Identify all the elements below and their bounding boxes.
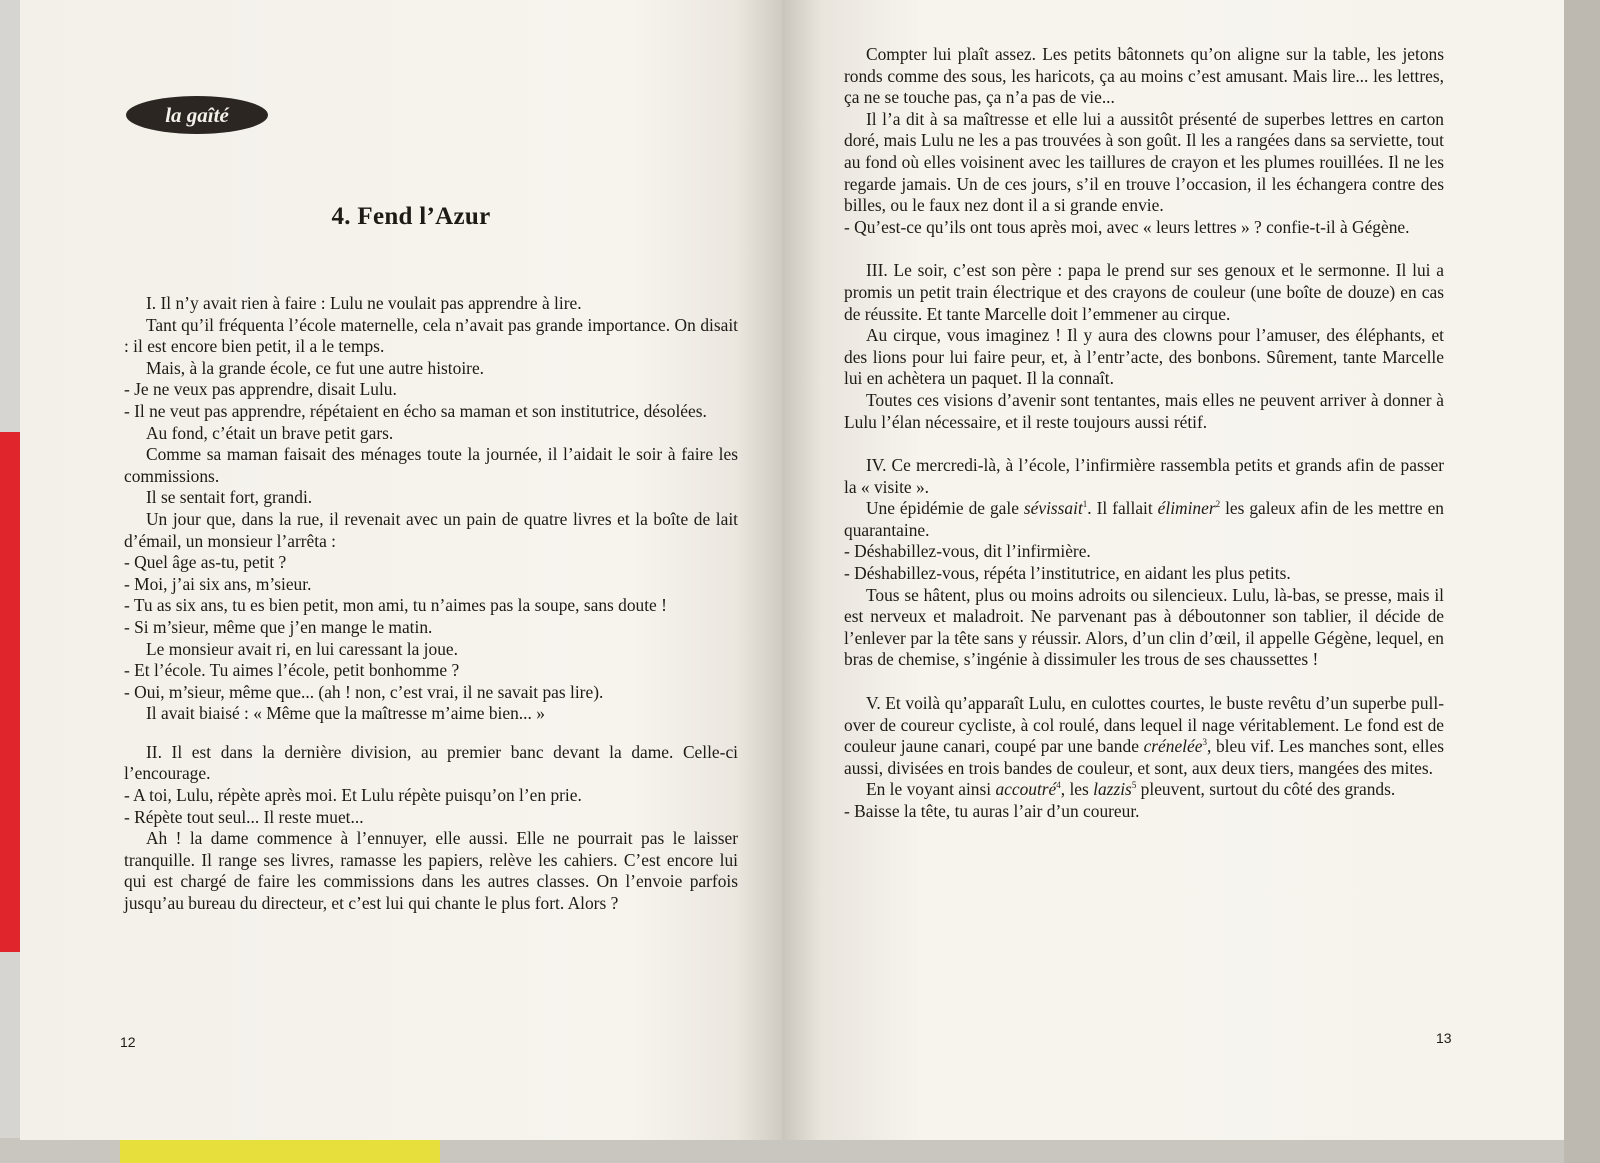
- left-page-paragraph: Mais, à la grande école, ce fut une autre histoire.: [146, 357, 485, 378]
- right-page: [782, 0, 1564, 1140]
- left-page-paragraph: Au fond, c’était un brave petit gars.: [146, 422, 394, 443]
- left-page-paragraph: Il avait biaisé : « Même que la maîtresse m’aime bien... »: [146, 703, 545, 724]
- right-page-paragraph: - Déshabillez-vous, dit l’infirmière.: [844, 541, 1091, 562]
- left-page-paragraph: - Je ne veux pas apprendre, disait Lulu.: [124, 379, 397, 400]
- left-page-paragraph: I. Il n’y avait rien à faire : Lulu ne voulait pas apprendre à lire.: [146, 293, 582, 313]
- right-page-paragraph: - Qu’est-ce qu’ils ont tous après moi, avec « leurs lettres » ? confie-t-il à Gégène.: [844, 216, 1410, 237]
- right-page-paragraph: - Baisse la tête, tu auras l’air d’un coureur.: [844, 801, 1140, 821]
- left-page-paragraph: - Si m’sieur, même que j’en mange le matin.: [124, 616, 433, 637]
- right-page-paragraph: En le voyant ainsi accoutré$^4$, les lazzis$^5$ pleuvent, surtout du côté des grands.: [866, 779, 1396, 800]
- left-page-paragraph: - Oui, m’sieur, même que... (ah ! non, c’est vrai, il ne savait pas lire).: [124, 681, 604, 702]
- left-page-paragraph: Un jour que, dans la rue, il revenait avec un pain de quatre livres et la boîte de lait d’émail, un monsieur l’arrêta :: [124, 508, 738, 551]
- left-page-paragraph: - Répète tout seul... Il reste muet...: [124, 806, 364, 827]
- left-page-paragraph: - Quel âge as-tu, petit ?: [124, 552, 287, 573]
- right-page-text: [844, 44, 1444, 823]
- right-page-paragraph: III. Le soir, c’est son père : papa le prend sur ses genoux et le sermonne. Il lui a promis un petit train électrique et des crayons de couleur (une boîte de douze) en cas de réussite. Et tante Marcelle doit l’emmener au cirque.: [844, 260, 1444, 324]
- left-page-text: [124, 293, 738, 915]
- left-page-paragraph: Tant qu’il fréquenta l’école maternelle, cela n’avait pas grande importance. On disait : il est encore bien petit, il a le temps.: [124, 314, 738, 357]
- left-page-paragraph: II. Il est dans la dernière division, au premier banc devant la dame. Celle-ci l’encourage.: [124, 741, 738, 784]
- section-badge-label: la gaîté: [165, 102, 229, 127]
- section-badge: [126, 96, 268, 134]
- page-number-right: 13: [1436, 1030, 1452, 1046]
- right-page-paragraph: Compter lui plaît assez. Les petits bâtonnets qu’on aligne sur la table, les jetons ronds comme des sous, les haricots, ça au moins c’est amusant. Mais lire... les lettres, ça ne se touche pas, ça n’a pas de vie...: [844, 44, 1444, 108]
- page-number-left: 12: [120, 1034, 136, 1050]
- left-page-paragraph: - Et l’école. Tu aimes l’école, petit bonhomme ?: [124, 660, 460, 681]
- right-page-paragraph: IV. Ce mercredi-là, à l’école, l’infirmière rassembla petits et grands afin de passer la « visite ».: [844, 455, 1444, 497]
- left-page-paragraph: - Moi, j’ai six ans, m’sieur.: [124, 573, 312, 594]
- chapter-title: 4. Fend l’Azur: [331, 203, 491, 230]
- left-page-paragraph: - A toi, Lulu, répète après moi. Et Lulu répète puisqu’on l’en prie.: [124, 785, 582, 806]
- left-page-paragraph: Le monsieur avait ri, en lui caressant la joue.: [146, 638, 458, 659]
- right-page-paragraph: Il l’a dit à sa maîtresse et elle lui a aussitôt présenté de superbes lettres en carton doré, mais Lulu ne les a pas trouvées à son goût. Il les a rangées dans sa serviette, tout au fond où elles voisinent avec les taillures de crayon et les plumes rouillées. Il ne les regarde jamais. Un de ces jours, s’il en trouve l’occasion, il les échangera contre des billes, ou le faux nez dont il a si grande envie.: [844, 108, 1444, 216]
- left-page-paragraph: Ah ! la dame commence à l’ennuyer, elle aussi. Elle ne pourrait pas le laisser tranquille. Il range ses livres, ramasse les papiers, relève les cahiers. C’est encore lui qui est chargé de faire les commissions dans les autres classes. On l’envoie parfois jusqu’au bureau du directeur, et c’est lui qui chante le plus fort. Alors ?: [124, 828, 738, 914]
- left-page-paragraph: Il se sentait fort, grandi.: [146, 487, 313, 508]
- left-page-paragraph: Comme sa maman faisait des ménages toute la journée, il l’aidait le soir à faire les commissions.: [124, 444, 738, 486]
- book-right-edge: [1564, 0, 1600, 1163]
- right-page-paragraph: - Déshabillez-vous, répéta l’institutrice, en aidant les plus petits.: [844, 563, 1291, 584]
- right-page-paragraph: Au cirque, vous imaginez ! Il y aura des clowns pour l’amuser, des éléphants, et des lions pour lui faire peur, et, à l’entr’acte, des bonbons. Sûrement, tante Marcelle lui en achètera un paquet. Il la connaît.: [844, 325, 1444, 389]
- right-page-paragraph: Toutes ces visions d’avenir sont tentantes, mais elles ne peuvent arriver à donner à Lulu l’élan nécessaire, et il reste toujours aussi rétif.: [844, 389, 1444, 432]
- left-page-paragraph: - Il ne veut pas apprendre, répétaient en écho sa maman et son institutrice, désolées.: [124, 400, 707, 421]
- right-page-paragraph: V. Et voilà qu’apparaît Lulu, en culottes courtes, le buste revêtu d’un superbe pull-over de coureur cycliste, à col roulé, dans lequel il nage véritablement. Le fond est de couleur jaune canari, coupé par une bande crénelée$^3$, bleu vif. Les manches sont, elles aussi, divisées en trois bandes de couleur, et sont, aux deux tiers, mangées des mites.: [844, 693, 1444, 778]
- left-page: [20, 0, 782, 1140]
- book-cover-red-stripe: [0, 432, 20, 952]
- book-cover-yellow-stripe: [120, 1140, 440, 1163]
- right-page-paragraph: Tous se hâtent, plus ou moins adroits ou silencieux. Lulu, là-bas, se presse, mais il est nerveux et maladroit. Ne parvenant pas à déboutonner son tablier, il décide de l’enlever par la tête sans y réussir. Alors, d’un clin d’œil, il appelle Gégène, lequel, en bras de chemise, s’ingénie à dissimuler les trous de ses chaussettes !: [844, 584, 1444, 670]
- left-page-paragraph: - Tu as six ans, tu es bien petit, mon ami, tu n’aimes pas la soupe, sans doute !: [124, 595, 667, 616]
- right-page-paragraph: Une épidémie de gale sévissait$^1$. Il fallait éliminer$^2$ les galeux afin de les mettre en quarantaine.: [844, 498, 1444, 540]
